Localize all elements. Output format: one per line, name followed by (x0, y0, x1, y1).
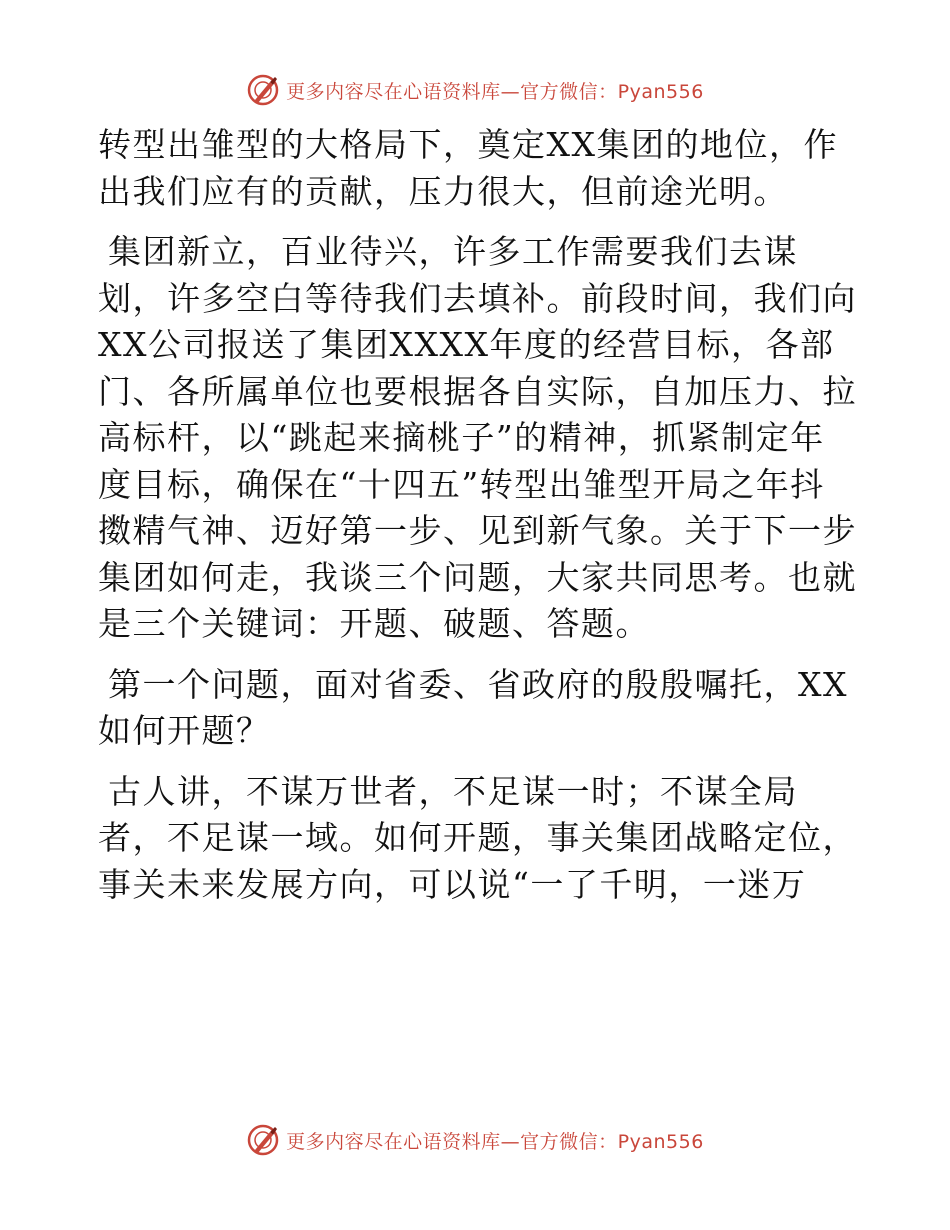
text-line: 第一个问题，面对省委、省政府的殷殷嘱托，XX (108, 664, 848, 704)
text-line: 者，不足谋一域。如何开题，事关集团战略定位， (98, 818, 857, 857)
text-line: 出我们应有的贡献，压力很大，但前途光明。 (98, 171, 788, 211)
text-line: 擞精气神、迈好第一步、见到新气象。关于下一步 (98, 511, 857, 550)
text-line: 划，许多空白等待我们去填补。前段时间，我们向 (98, 278, 857, 318)
watermark-text: 更多内容尽在心语资料库—官方微信：Pyan556 (286, 1130, 704, 1153)
text-line: 古人讲，不谋万世者，不足谋一时；不谋全局 (108, 771, 798, 811)
paragraph-4 (98, 769, 858, 909)
text-line: 是三个关键词：开题、破题、答题。 (98, 604, 650, 643)
pen-logo-icon (246, 73, 280, 107)
text-line: 如何开题？ (98, 711, 271, 750)
paragraph-2 (98, 229, 858, 648)
text-line: 门、各所属单位也要根据各自实际，自加压力、拉 (98, 371, 857, 411)
footer-watermark-banner (0, 1120, 950, 1160)
watermark-text: 更多内容尽在心语资料库—官方微信：Pyan556 (286, 80, 704, 103)
document-body (98, 122, 858, 922)
text-line: 集团新立，百业待兴，许多工作需要我们去谋 (108, 232, 798, 271)
paragraph-3 (98, 662, 858, 755)
text-line: 转型出雏型的大格局下，奠定XX集团的地位，作 (98, 125, 838, 164)
text-line: 集团如何走，我谈三个问题，大家共同思考。也就 (98, 557, 857, 597)
text-line: XX公司报送了集团XXXX年度的经营目标，各部 (98, 325, 835, 364)
text-line: 度目标，确保在“十四五”转型出雏型开局之年抖 (98, 464, 825, 504)
pen-logo-icon (246, 1123, 280, 1157)
paragraph-1 (98, 122, 858, 215)
text-line: 高标杆，以“跳起来摘桃子”的精神，抓紧制定年 (98, 418, 825, 457)
text-line: 事关未来发展方向，可以说“一了千明，一迷万 (98, 864, 807, 904)
header-watermark-banner (0, 70, 950, 110)
